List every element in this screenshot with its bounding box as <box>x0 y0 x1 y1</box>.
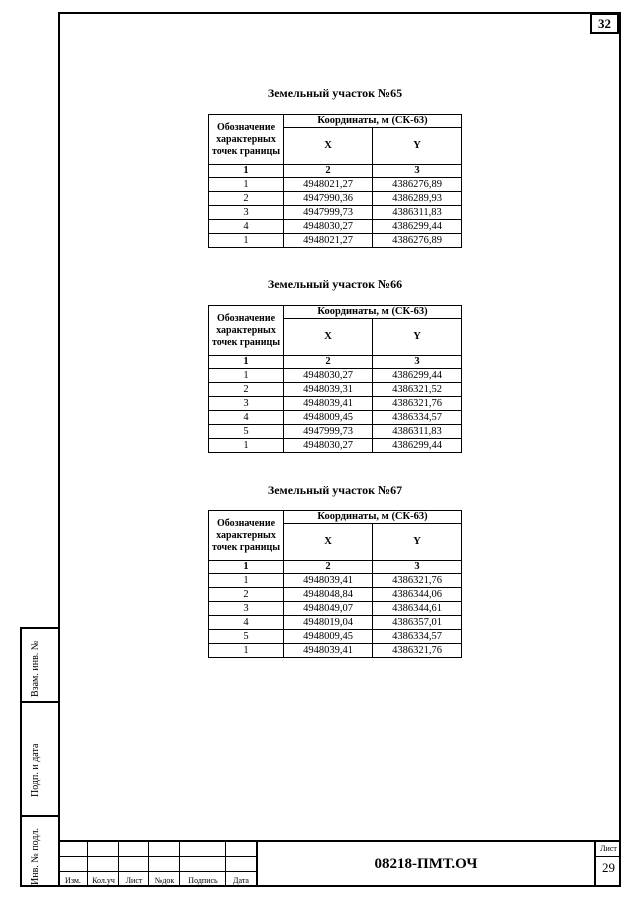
side-label-podp: Подп. и дата <box>30 743 41 797</box>
sheet-box <box>594 842 619 887</box>
table-row <box>209 425 462 439</box>
x-coordinate-cell: 4948019,04 <box>284 616 373 630</box>
point-number-cell: 1 <box>209 439 284 453</box>
table-row <box>209 644 462 658</box>
y-coordinate-cell: 4386334,57 <box>373 630 462 644</box>
y-coordinate-cell: 4386276,89 <box>373 234 462 248</box>
x-coordinate-cell: 4947990,36 <box>284 192 373 206</box>
revision-grid <box>58 842 256 887</box>
y-coordinate-cell: 4386289,93 <box>373 192 462 206</box>
corner-page-number: 32 <box>590 13 619 34</box>
x-coordinate-cell: 4948021,27 <box>284 234 373 248</box>
table-row <box>209 206 462 220</box>
column-number-cell: 2 <box>284 165 373 178</box>
y-coordinate-cell: 4386344,61 <box>373 602 462 616</box>
y-coordinate-cell: 4386344,06 <box>373 588 462 602</box>
column-number-cell: 3 <box>373 561 462 574</box>
table-row <box>209 588 462 602</box>
x-coordinate-cell: 4948049,07 <box>284 602 373 616</box>
x-coordinate-cell: 4948048,84 <box>284 588 373 602</box>
table-row <box>209 397 462 411</box>
header-x: X <box>284 319 373 356</box>
coordinates-table <box>208 305 462 453</box>
header-y: Y <box>373 128 462 165</box>
column-number-row <box>209 356 462 369</box>
y-coordinate-cell: 4386357,01 <box>373 616 462 630</box>
y-coordinate-cell: 4386299,44 <box>373 439 462 453</box>
section-title: Земельный участок №65 <box>267 86 403 100</box>
stamp-label-podpis: Подпись <box>188 876 218 885</box>
column-number-cell: 3 <box>373 165 462 178</box>
table-row <box>209 192 462 206</box>
y-coordinate-cell: 4386321,76 <box>373 644 462 658</box>
table-row <box>209 616 462 630</box>
point-number-cell: 1 <box>209 644 284 658</box>
side-label-inv: Инв. № подл. <box>30 828 41 885</box>
y-coordinate-cell: 4386276,89 <box>373 178 462 192</box>
side-label-vzam: Взам. инв. № <box>30 640 41 697</box>
point-number-cell: 3 <box>209 602 284 616</box>
table-row <box>209 178 462 192</box>
point-number-cell: 2 <box>209 192 284 206</box>
column-number-cell: 1 <box>209 165 284 178</box>
side-inv-block <box>20 815 58 887</box>
table-row <box>209 630 462 644</box>
point-number-cell: 3 <box>209 206 284 220</box>
sheet-number: 29 <box>602 860 615 875</box>
title-block <box>58 840 621 887</box>
coordinates-table <box>208 114 462 248</box>
sheet-label: Лист <box>596 844 621 857</box>
table-row <box>209 439 462 453</box>
x-coordinate-cell: 4948030,27 <box>284 220 373 234</box>
point-number-cell: 3 <box>209 397 284 411</box>
y-coordinate-cell: 4386299,44 <box>373 220 462 234</box>
header-x: X <box>284 128 373 165</box>
column-number-row <box>209 165 462 178</box>
coordinates-table <box>208 510 462 658</box>
point-number-cell: 5 <box>209 425 284 439</box>
x-coordinate-cell: 4948021,27 <box>284 178 373 192</box>
stamp-label-data: Дата <box>233 876 249 885</box>
x-coordinate-cell: 4948039,41 <box>284 574 373 588</box>
x-coordinate-cell: 4947999,73 <box>284 206 373 220</box>
header-coordinates: Координаты, м (СК-63) <box>284 115 462 128</box>
header-point-label: Обозначение характерных точек границы <box>209 115 284 165</box>
table-row <box>209 602 462 616</box>
y-coordinate-cell: 4386311,83 <box>373 425 462 439</box>
point-number-cell: 1 <box>209 574 284 588</box>
column-number-cell: 2 <box>284 356 373 369</box>
x-coordinate-cell: 4948009,45 <box>284 411 373 425</box>
y-coordinate-cell: 4386321,76 <box>373 397 462 411</box>
x-coordinate-cell: 4948009,45 <box>284 630 373 644</box>
x-coordinate-cell: 4948039,31 <box>284 383 373 397</box>
side-podp-block <box>20 701 58 817</box>
point-number-cell: 4 <box>209 411 284 425</box>
table-header-row <box>209 511 462 524</box>
table-row <box>209 369 462 383</box>
header-coordinates: Координаты, м (СК-63) <box>284 511 462 524</box>
section-title: Земельный участок №67 <box>267 483 403 497</box>
header-point-label: Обозначение характерных точек границы <box>209 306 284 356</box>
stamp-label-ndok: №док <box>154 876 175 885</box>
table-row <box>209 220 462 234</box>
point-number-cell: 2 <box>209 383 284 397</box>
header-coordinates: Координаты, м (СК-63) <box>284 306 462 319</box>
x-coordinate-cell: 4948030,27 <box>284 369 373 383</box>
table-header-row <box>209 115 462 128</box>
x-coordinate-cell: 4948039,41 <box>284 644 373 658</box>
point-number-cell: 1 <box>209 234 284 248</box>
column-number-cell: 1 <box>209 561 284 574</box>
table-row <box>209 383 462 397</box>
header-x: X <box>284 524 373 561</box>
x-coordinate-cell: 4947999,73 <box>284 425 373 439</box>
table-row <box>209 574 462 588</box>
point-number-cell: 1 <box>209 178 284 192</box>
x-coordinate-cell: 4948039,41 <box>284 397 373 411</box>
column-number-cell: 3 <box>373 356 462 369</box>
stamp-label-list: Лист <box>125 876 143 885</box>
column-number-cell: 2 <box>284 561 373 574</box>
header-y: Y <box>373 319 462 356</box>
y-coordinate-cell: 4386299,44 <box>373 369 462 383</box>
table-row <box>209 411 462 425</box>
point-number-cell: 1 <box>209 369 284 383</box>
header-point-label: Обозначение характерных точек границы <box>209 511 284 561</box>
column-number-row <box>209 561 462 574</box>
header-y: Y <box>373 524 462 561</box>
y-coordinate-cell: 4386321,76 <box>373 574 462 588</box>
section-title: Земельный участок №66 <box>267 277 403 291</box>
point-number-cell: 2 <box>209 588 284 602</box>
column-number-cell: 1 <box>209 356 284 369</box>
y-coordinate-cell: 4386311,83 <box>373 206 462 220</box>
point-number-cell: 4 <box>209 616 284 630</box>
table-header-row <box>209 306 462 319</box>
x-coordinate-cell: 4948030,27 <box>284 439 373 453</box>
table-row <box>209 234 462 248</box>
y-coordinate-cell: 4386334,57 <box>373 411 462 425</box>
y-coordinate-cell: 4386321,52 <box>373 383 462 397</box>
document-code: 08218-ПМТ.ОЧ <box>256 842 594 887</box>
stamp-label-kol: Кол.уч <box>92 876 115 885</box>
point-number-cell: 4 <box>209 220 284 234</box>
point-number-cell: 5 <box>209 630 284 644</box>
side-vzam-block <box>20 627 58 703</box>
stamp-label-izm: Изм. <box>65 876 81 885</box>
